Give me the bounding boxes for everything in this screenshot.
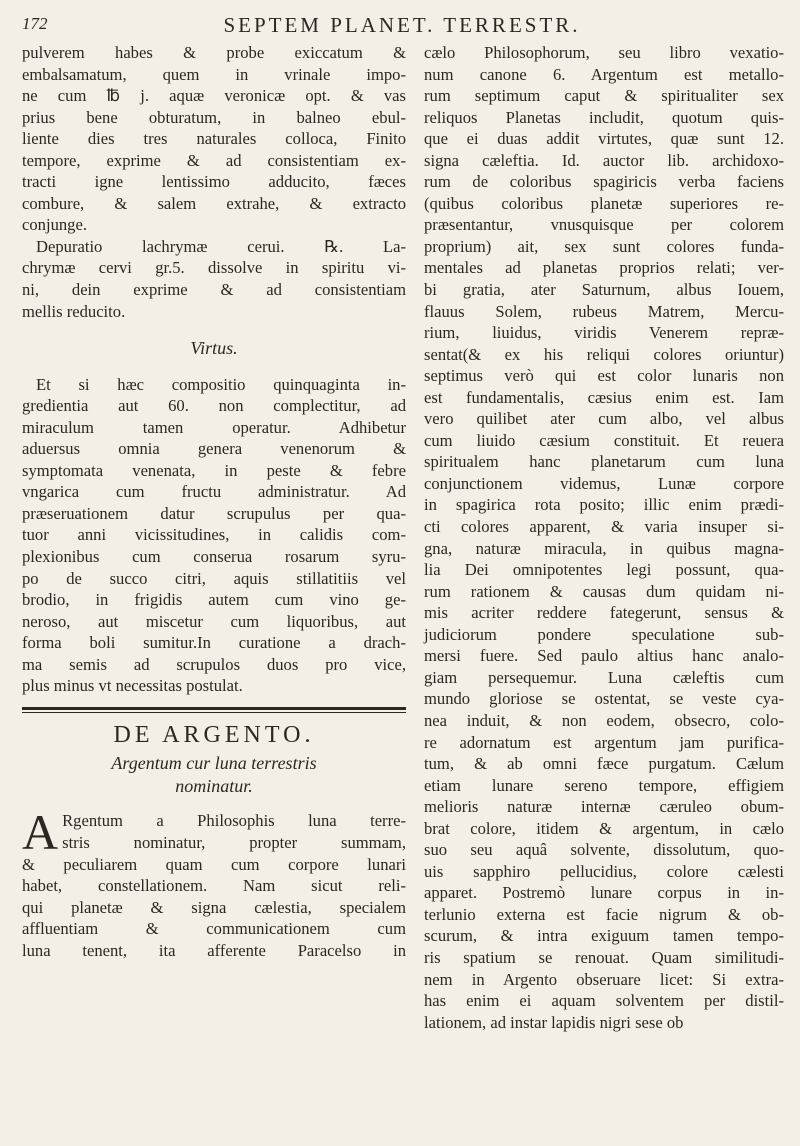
text-line: que ei duas addit virtutes, quæ sunt 12. (424, 129, 784, 149)
text-line: ni, dein exprime & ad consistentiam (22, 280, 406, 300)
text-line: plexionibus cum conserua rosarum syru- (22, 547, 406, 567)
paragraph-argentum (22, 804, 406, 961)
text-line: gna, naturæ miracula, in quibus magna- (424, 538, 784, 558)
text-line: brat colore, itidem & argentum, in cælo (424, 818, 784, 838)
text-line: judiciorum pondere speculatione sub- (424, 624, 784, 644)
text-line: rium, liuidus, viridis Venerem repræ- (424, 323, 784, 343)
text-line: brodio, in frigidis autem cum vino ge- (22, 590, 406, 610)
text-line: nem in Argento obseruare licet: Si extra- (424, 969, 784, 989)
text-line: cti colores apparent, & varia insuper si- (424, 517, 784, 537)
text-line: luna tenent, ita afferente Paracelso in (22, 940, 406, 960)
text-line: mis acriter reddere fategerunt, sensus & (424, 603, 784, 623)
running-head: SEPTEM PLANET. TERRESTR. (223, 13, 581, 37)
text-line: embalsamatum, quem in vrinale impo- (22, 64, 406, 84)
text-line: tum, & ab omni fæce purgatum. Cælum (424, 754, 784, 774)
text-line: proprium) ait, sex sunt colores funda- (424, 236, 784, 256)
text-line: ne cum ℔ j. aquæ veronicæ opt. & vas (22, 86, 406, 106)
text-line: po de succo citri, aquis stillatitiis vel (22, 568, 406, 588)
text-line: aduersus omnia genera venenorum & (22, 439, 406, 459)
text-line: miraculum tamen operatur. Adhibetur (22, 417, 406, 437)
text-line: mentales ad planetas proprios relati; ver- (424, 258, 784, 278)
divider-thick-rule (22, 707, 406, 710)
text-line: rum de coloribus spagiricis verba faciens (424, 172, 784, 192)
text-line: reliquos Planetas includit, quotum quis- (424, 107, 784, 127)
paragraph-depuratio (22, 236, 406, 322)
text-line: (quibus coloribus planetæ superiores re- (424, 193, 784, 213)
text-line: est fundamentalis, cæsius enim est. Iam (424, 387, 784, 407)
text-line: mellis reducito. (22, 301, 126, 321)
text-line: cælo Philosophorum, seu libro vexatio- (424, 43, 784, 62)
left-column (22, 42, 406, 961)
text-line: lationem, ad instar lapidis nigri sese ob (424, 1012, 684, 1032)
section-title: DE ARGENTO. (113, 721, 315, 748)
text-line: tracti igne lentissimo adducito, fæces (22, 172, 406, 192)
text-line: plus minus vt necessitas postulat. (22, 676, 243, 696)
text-line: uis sapphiro pellucidius, colore cælesti (424, 861, 784, 881)
text-line: re adornatum est argentum jam purifica- (424, 732, 784, 752)
text-line: vero quilibet ater cum albo, vel albus (424, 409, 784, 429)
text-line: in spagirica rota posito; illic enim prædi- (424, 495, 784, 515)
text-line: conjunctionem videmus, Lunæ corpore (424, 473, 784, 493)
paragraph-extract-recipe (22, 42, 406, 236)
text-line: gredientia aut 60. non complectitur, ad (22, 396, 406, 416)
text-line: stris nominatur, propter summam, (62, 832, 406, 852)
text-line: mundo gloriose se ostentat, se veste cya- (424, 689, 784, 709)
paragraph-virtus (22, 374, 406, 697)
text-line: forma boli sumitur.In curatione a drach- (22, 633, 406, 653)
text-line: bi gratia, ater Saturnum, albus Iouem, (424, 280, 784, 300)
text-line: ma semis ad scrupulos duos pro vice, (22, 654, 406, 674)
text-line: Depuratio lachrymæ cerui. ℞. La- (36, 236, 406, 256)
text-line: lia Dei omnipotentes legi possunt, qua- (424, 560, 784, 580)
virtus-heading: Virtus. (190, 338, 238, 359)
text-line: præseruationem datur scrupulus per qua- (22, 503, 406, 523)
page-header (22, 10, 782, 40)
text-line: mersi fuere. Sed paulo altius hanc analo- (424, 646, 784, 666)
text-line: tempore, exprime & ad consistentiam ex- (22, 150, 406, 170)
right-column (424, 42, 784, 1033)
text-line: apparet. Postremò lunare corpus in in- (424, 883, 784, 903)
text-line: nea induit, & non eodem, obsecro, colo- (424, 710, 784, 730)
page-number: 172 (22, 14, 48, 33)
text-line: rum rationem & causas dum quidam ni- (424, 581, 784, 601)
section-divider (22, 705, 406, 715)
text-line: neroso, aut miscetur cum liquoribus, aut (22, 611, 406, 631)
text-line: melioris naturæ internæ cæruleo obum- (424, 797, 784, 817)
text-line: flauus Solem, rubeus Matrem, Mercu- (424, 301, 784, 321)
text-line: num canone 6. Argentum est metallo- (424, 64, 784, 84)
text-line: combure, & salem extrahe, & extracto (22, 193, 406, 213)
text-line: septimus verò qui est color lunaris non (424, 366, 784, 386)
text-line: spiritualem hanc planetarum cum luna (424, 452, 784, 472)
text-line: signa cæleftia. Id. auctor lib. archidoxo- (424, 150, 784, 170)
text-line: suo seu aquâ solvente, dissolutum, quo- (424, 840, 784, 860)
text-line: prius bene obturatum, in balneo ebul- (22, 107, 406, 127)
text-line: vngarica cum fructu administratur. Ad (22, 482, 406, 502)
section-subtitle (22, 752, 406, 798)
text-line: etiam lunare sereno tempore, effigiem (424, 775, 784, 795)
text-line: & peculiarem quam cum corpore lunari (22, 854, 406, 874)
text-line: terlunio externa est facie nigrum & ob- (424, 904, 784, 924)
text-line: Et si hæc compositio quinquaginta in- (36, 374, 406, 394)
text-line: conjunge. (22, 215, 87, 235)
text-line: has enim ei aquam solventem per distil- (424, 991, 784, 1011)
text-line: affluentiam & communicationem cum (22, 919, 406, 939)
text-line: cum liuido cæsium constituit. Et reuera (424, 430, 784, 450)
text-line: symptomata venenata, in peste & febre (22, 460, 406, 480)
divider-thin-rule (22, 712, 406, 713)
text-line: chrymæ cervi gr.5. dissolve in spiritu vi- (22, 258, 406, 278)
text-line: tuor anni vicissitudines, in calidis com- (22, 525, 406, 545)
text-line: liente dies tres naturales colloca, Finito (22, 129, 406, 149)
section-subtitle-line: nominatur. (175, 776, 253, 797)
drop-cap: A (22, 804, 59, 861)
text-line: giam persequemur. Luna cæleftis cum (424, 667, 784, 687)
text-line: præsentantur, vnusquisque per colorem (424, 215, 784, 235)
text-line: habet, constellationem. Nam sicut reli- (22, 876, 406, 896)
text-line: ris spatium se renouat. Quam similitudi- (424, 947, 784, 967)
text-line: Rgentum a Philosophis luna terre- (62, 811, 406, 831)
text-line: rum septimum caput & spiritualiter sex (424, 86, 784, 106)
text-line: scurum, & intra exiguum tamen tempo- (424, 926, 784, 946)
section-subtitle-line: Argentum cur luna terrestris (111, 753, 317, 774)
text-line: sentat(& ex his reliqui colores oriuntur) (424, 344, 784, 364)
text-line: pulverem habes & probe exiccatum & (22, 43, 406, 62)
text-line: qui planetæ & signa cælestia, specialem (22, 897, 406, 917)
